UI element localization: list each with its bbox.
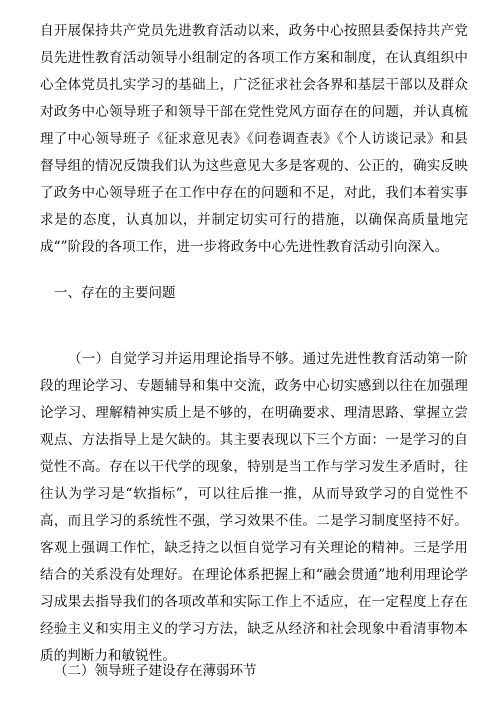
section-heading-main-problems: 一、存在的主要问题 <box>54 285 176 301</box>
body-paragraph-theory-study: （一）自觉学习并运用理论指导不够。通过先进性教育活动第一阶段的理论学习、专题辅导和集中交流，政务中心切实感到以往在加强理论学习、理解精神实质上是不够的，在明确要求、理清思路、掌握立尝观点、方法指导上是欠缺的。其主要表现以下三个方面：一是学习的自觉性不高。存在以干代学的现象，特别是当工作与学习发生矛盾时，往往认为学习是“软指标”，可以往后推一推，从而导致学习的自觉性不高，而且学习的系统性不强，学习效果不佳。二是学习制度坚持不好。客观上强调工作忙，缺乏持之以恒自觉学习有关理论的精神。三是学用结合的关系没有处理好。在理论体系把握上和“融会贯通”地利用理论学习成果去指导我们的各项改革和实际工作上不适应，在一定程度上存在经验主义和实用主义的学习方法，缺乏从经济和社会现象中看清事物本质的判断力和敏锐性。 <box>40 351 468 664</box>
intro-paragraph: 自开展保持共产党员先进教育活动以来，政务中心按照县委保持共产党员先进性教育活动领导小组制定的各项工作方案和制度，在认真组织中心全体党员扎实学习的基础上，广泛征求社会各界和基层干部以及群众对政务中心领导班子和领导干部在党性党风方面存在的问题，并认真梳理了中心领导班子《征求意见表》《问卷调查表》《个人访谈记录》和县督导组的情况反馈我们认为这些意见大多是客观的、公正的，确实反映了政务中心领导班子在工作中存在的问题和不足，对此，我们本着实事求是的态度，认真加以，并制定切实可行的措施，以确保高质量地完成“”阶段的各项工作，进一步将政务中心先进性教育活动引向深入。 <box>40 23 468 255</box>
subsection-heading-leadership: （二）领导班子建设存在薄弱环节 <box>54 663 257 679</box>
